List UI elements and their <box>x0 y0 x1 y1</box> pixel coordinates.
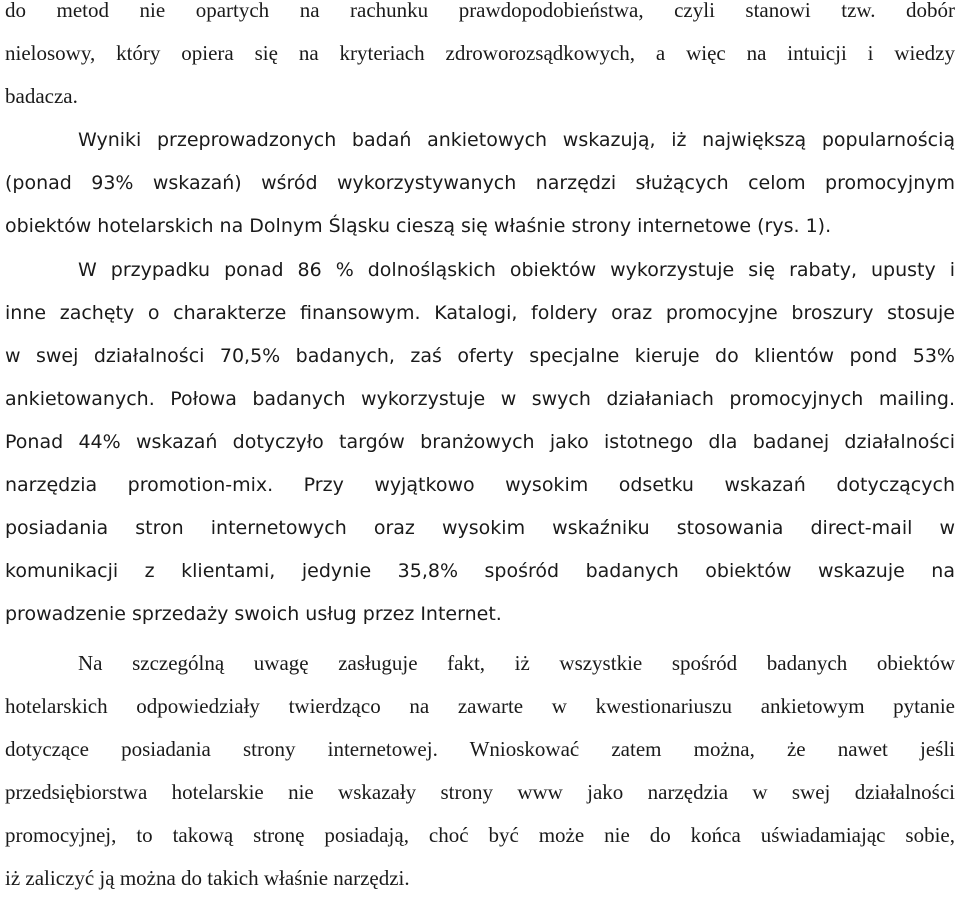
text-line: W przypadku ponad 86 % dolnośląskich obiektów wykorzystuje się rabaty, upusty i <box>78 259 955 281</box>
paragraph-promotion-tools <box>5 249 955 636</box>
text-line: ankietowanych. Połowa badanych wykorzystuje w swych działaniach promocyjnych mailing. <box>5 388 955 410</box>
text-line: promocyjnej, to takową stronę posiadają, choć być może nie do końca uświadamiając sobie, <box>5 823 955 847</box>
paragraph-conclusion <box>5 642 955 900</box>
text-line: przedsiębiorstwa hotelarskie nie wskazały strony www jako narzędzia w swej działalności <box>5 780 955 804</box>
text-line: hotelarskich odpowiedziały twierdząco na zawarte w kwestionariuszu ankietowym pytanie <box>5 694 955 718</box>
text-line: narzędzia promotion-mix. Przy wyjątkowo wysokim odsetku wskazań dotyczących <box>5 474 955 496</box>
text-line: nielosowy, który opiera się na kryteriach zdroworozsądkowych, a więc na intuicji i wiedzy <box>5 41 955 65</box>
text-line: w swej działalności 70,5% badanych, zaś oferty specjalne kieruje do klientów pond 53% <box>5 345 955 367</box>
text-line: Ponad 44% wskazań dotyczyło targów branżowych jako istotnego dla badanej działalności <box>5 431 955 453</box>
text-line: iż zaliczyć ją można do takich właśnie narzędzi. <box>5 866 410 890</box>
paragraph-sampling-method <box>5 0 955 118</box>
text-line: obiektów hotelarskich na Dolnym Śląsku cieszą się właśnie strony internetowe (rys. 1). <box>5 215 832 237</box>
text-line: Na szczególną uwagę zasługuje fakt, iż wszystkie spośród badanych obiektów <box>78 651 955 675</box>
text-line: dotyczące posiadania strony internetowej. Wnioskować zatem można, że nawet jeśli <box>5 737 955 761</box>
text-line: inne zachęty o charakterze finansowym. Katalogi, foldery oraz promocyjne broszury stosuje <box>5 302 955 324</box>
text-line: prowadzenie sprzedaży swoich usług przez Internet. <box>5 603 502 625</box>
paragraph-survey-results <box>5 119 955 248</box>
text-line: do metod nie opartych na rachunku prawdopodobieństwa, czyli stanowi tzw. dobór <box>5 0 955 22</box>
text-line: (ponad 93% wskazań) wśród wykorzystywanych narzędzi służących celom promocyjnym <box>5 172 955 194</box>
text-line: Wyniki przeprowadzonych badań ankietowych wskazują, iż największą popularnością <box>78 129 955 151</box>
text-line: badacza. <box>5 84 78 108</box>
text-line: posiadania stron internetowych oraz wysokim wskaźniku stosowania direct-mail w <box>5 517 955 539</box>
text-line: komunikacji z klientami, jedynie 35,8% spośród badanych obiektów wskazuje na <box>5 560 955 582</box>
